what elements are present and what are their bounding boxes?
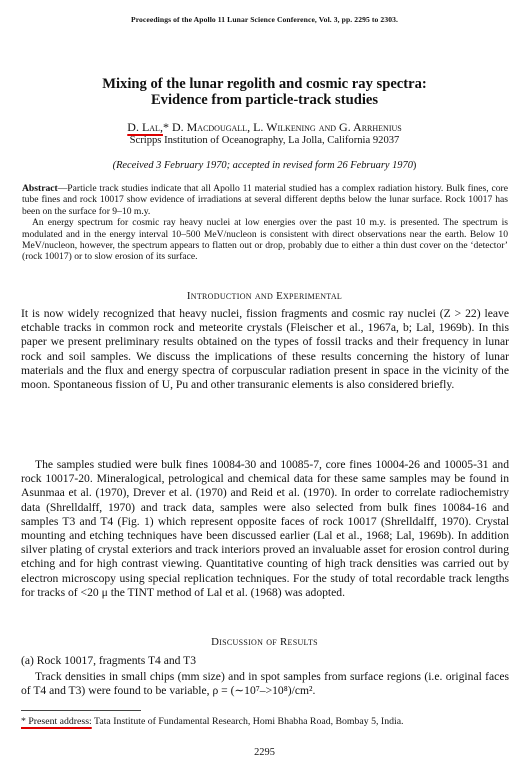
samples-paragraph: The samples studied were bulk fines 10084-30 and 10085-7, core fines 10004-26 and 10005-31 and rock 10017-20. Mineralogical, petrological and chemical data for these same samples may be found in Asunmaa et al. (1970), Drever et al. (1970) and Reid et al. (1970). In order to correlate radiochemistry data (Shrelldalff, 1970) and track data, samples were also selected from bulk fines 10084-16 and samples T3 and T4 (Fig. 1) which represent opposite faces of rock 10017 (Shrelldalff, 1970). Crystal mounting and etching techniques have been discussed earlier (Lal et al., 1968; Lal, 1969b). In addition silver plating of crystal exteriors and track interiors proved an invaluable asset for erosion control during etching and for high contrast viewing. Quantitative counting of high track densities was carried out by electron microscopy using special replication techniques. For the study of total recordable track lengths for tracks of <20 μ the TINT method of Lal et al. (1968) was adopted. (21, 458, 509, 599)
author-list (0, 120, 529, 134)
samples-section (21, 458, 509, 600)
affiliation: Scripps Institution of Oceanography, La Jolla, California 92037 (129, 135, 400, 146)
results-section (21, 670, 509, 698)
running-head: Proceedings of the Apollo 11 Lunar Science Conference, Vol. 3, pp. 2295 to 2303. (130, 15, 399, 24)
other-authors: D. Macdougall, L. Wilkening and G. Arrhenius (171, 120, 402, 134)
authors-block (0, 120, 529, 147)
section-heading-intro: Introduction and Experimental (186, 290, 343, 302)
abstract-paragraph-2: An energy spectrum for cosmic ray heavy nuclei at low energies over the past 10 m.y. is presented. The spectrum is modulated and in the energy interval 10–500 MeV/nucleon is consistent with direct observations near the earth. Below 10 MeV/nucleon, however, the spectrum appears to flatten out or drop, probably due to either a thin dust cover on the ‘detector’ (rock 10017) or to slow erosion of its surface. (22, 217, 508, 263)
intro-section (21, 307, 509, 392)
footnote (21, 716, 509, 728)
footnote-text: Tata Institute of Fundamental Research, Homi Bhabha Road, Bombay 5, India. (94, 716, 404, 727)
footnote-label: * Present address: (21, 716, 92, 727)
footnote-mark: * (162, 120, 169, 134)
section-heading-discussion: Discussion of Results (211, 636, 318, 648)
page-number: 2295 (254, 747, 275, 758)
abstract (22, 183, 508, 263)
received-text: (Received 3 February 1970; accepted in revised form 26 February 1970 (112, 160, 413, 171)
abstract-paragraph-1: —Particle track studies indicate that all Apollo 11 material studied has a complex radiation history. Bulk fines, core tube fines and rock 10017 show evidence of irradiations at several different depths below the lunar surface. Rock 10017 has been on the surface for 9–10 m.y. (22, 183, 508, 217)
received-dates (0, 160, 529, 171)
intro-paragraph: It is now widely recognized that heavy nuclei, fission fragments and cosmic ray nuclei (Z > 22) leave etchable tracks in common rock and meteorite crystals (Fleischer et al., 1967a, b; Lal, 1969b). In this paper we present preliminary results obtained on the types of fossil tracks and their frequency in lunar rock and soil samples. We discuss the implications of these results concerning the history of lunar materials and the flux and energy spectra of corpuscular radiation present in space in the vicinity of the moon. Spontaneous fission of U, Pu and other transuranic elements is also considered briefly. (21, 307, 509, 392)
results-paragraph: Track densities in small chips (mm size) and in spot samples from surface regions (i.e. original faces of T4 and T3) were found to be variable, ρ = (∼10⁷–>10⁸)/cm². (21, 670, 509, 698)
title-line-2: Evidence from particle-track studies (150, 92, 379, 108)
footnote-divider (21, 710, 141, 711)
subsection-heading: (a) Rock 10017, fragments T4 and T3 (21, 654, 197, 667)
first-author: D. Lal, (127, 120, 163, 134)
received-close: ) (412, 160, 417, 171)
abstract-label: Abstract (22, 183, 58, 194)
paper-title (0, 76, 529, 108)
title-line-1: Mixing of the lunar regolith and cosmic ray spectra: (102, 76, 427, 92)
